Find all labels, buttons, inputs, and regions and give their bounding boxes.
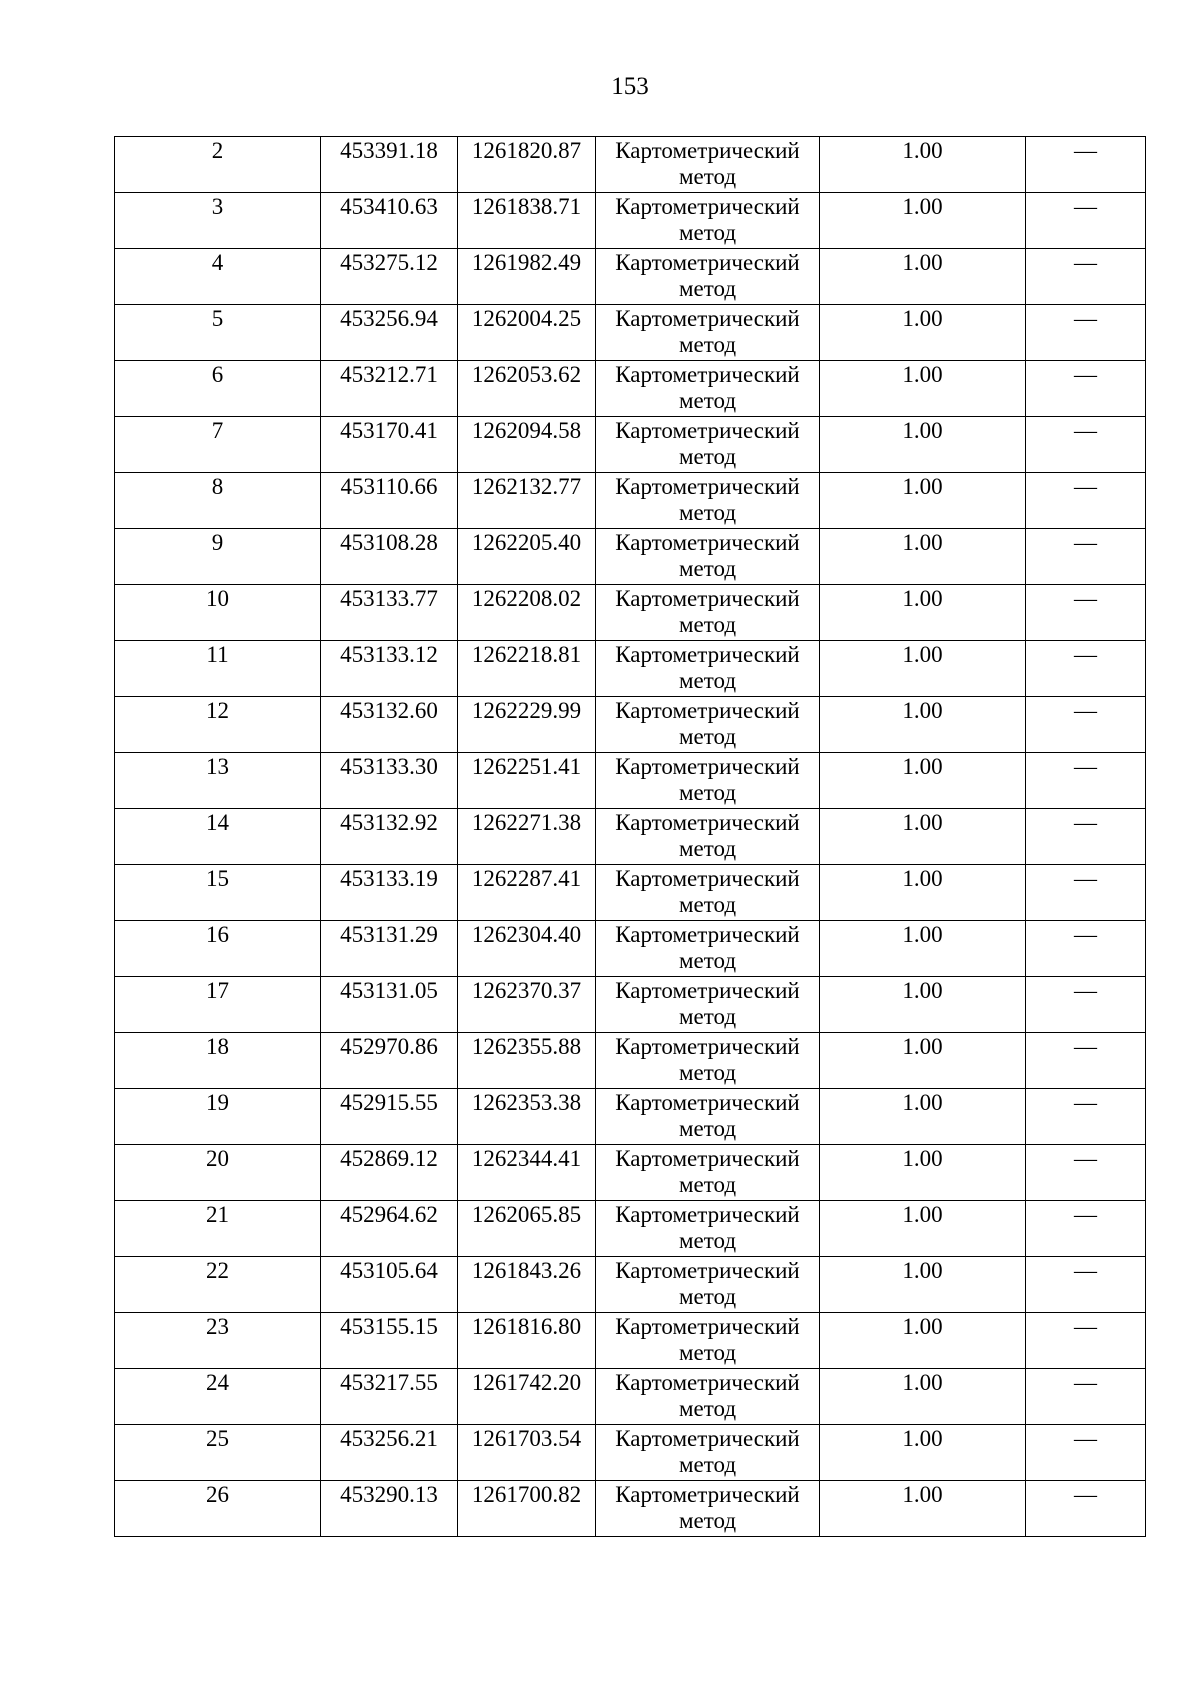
table-row	[115, 697, 1146, 753]
description-cell: —	[1026, 865, 1146, 921]
y-coordinate-cell: 1261982.49	[458, 249, 596, 305]
point-number-cell: 18	[115, 1033, 321, 1089]
x-coordinate-cell: 453290.13	[321, 1481, 458, 1537]
accuracy-cell: 1.00	[820, 137, 1026, 193]
method-cell	[596, 137, 820, 193]
method-cell	[596, 305, 820, 361]
description-cell: —	[1026, 1201, 1146, 1257]
description-cell: —	[1026, 697, 1146, 753]
x-coordinate-cell: 452915.55	[321, 1089, 458, 1145]
point-number-cell: 24	[115, 1369, 321, 1425]
method-cell	[596, 1257, 820, 1313]
table-row	[115, 1257, 1146, 1313]
method-cell	[596, 641, 820, 697]
coordinates-table-body	[115, 137, 1146, 1537]
table-row	[115, 921, 1146, 977]
y-coordinate-cell: 1262229.99	[458, 697, 596, 753]
method-cell	[596, 1201, 820, 1257]
x-coordinate-cell: 453256.21	[321, 1425, 458, 1481]
accuracy-cell: 1.00	[820, 1369, 1026, 1425]
method-cell	[596, 249, 820, 305]
table-row	[115, 1481, 1146, 1537]
accuracy-cell: 1.00	[820, 305, 1026, 361]
x-coordinate-cell: 453132.92	[321, 809, 458, 865]
x-coordinate-cell: 453256.94	[321, 305, 458, 361]
point-number-cell: 17	[115, 977, 321, 1033]
method-line-1: Картометрический	[615, 1258, 800, 1283]
table-row	[115, 305, 1146, 361]
description-cell: —	[1026, 1089, 1146, 1145]
x-coordinate-cell: 452964.62	[321, 1201, 458, 1257]
accuracy-cell: 1.00	[820, 1257, 1026, 1313]
x-coordinate-cell: 453132.60	[321, 697, 458, 753]
table-row	[115, 249, 1146, 305]
method-line-2: метод	[678, 724, 737, 749]
y-coordinate-cell: 1262065.85	[458, 1201, 596, 1257]
method-cell	[596, 1313, 820, 1369]
description-cell: —	[1026, 1257, 1146, 1313]
accuracy-cell: 1.00	[820, 1425, 1026, 1481]
method-line-2: метод	[678, 1172, 737, 1197]
method-line-2: метод	[678, 836, 737, 861]
method-line-2: метод	[678, 444, 737, 469]
point-number-cell: 16	[115, 921, 321, 977]
accuracy-cell: 1.00	[820, 473, 1026, 529]
description-cell: —	[1026, 193, 1146, 249]
accuracy-cell: 1.00	[820, 641, 1026, 697]
x-coordinate-cell: 453133.19	[321, 865, 458, 921]
description-cell: —	[1026, 1481, 1146, 1537]
y-coordinate-cell: 1261742.20	[458, 1369, 596, 1425]
method-cell	[596, 193, 820, 249]
coordinates-table	[114, 136, 1146, 1537]
accuracy-cell: 1.00	[820, 249, 1026, 305]
point-number-cell: 22	[115, 1257, 321, 1313]
table-row	[115, 361, 1146, 417]
method-cell	[596, 977, 820, 1033]
y-coordinate-cell: 1261700.82	[458, 1481, 596, 1537]
x-coordinate-cell: 453391.18	[321, 137, 458, 193]
point-number-cell: 19	[115, 1089, 321, 1145]
accuracy-cell: 1.00	[820, 417, 1026, 473]
method-line-1: Картометрический	[615, 474, 800, 499]
method-line-1: Картометрический	[615, 1426, 800, 1451]
y-coordinate-cell: 1262304.40	[458, 921, 596, 977]
method-cell	[596, 921, 820, 977]
description-cell: —	[1026, 753, 1146, 809]
accuracy-cell: 1.00	[820, 1089, 1026, 1145]
description-cell: —	[1026, 1369, 1146, 1425]
accuracy-cell: 1.00	[820, 921, 1026, 977]
method-cell	[596, 753, 820, 809]
method-cell	[596, 1425, 820, 1481]
table-row	[115, 529, 1146, 585]
method-line-2: метод	[678, 164, 737, 189]
table-row	[115, 1369, 1146, 1425]
point-number-cell: 13	[115, 753, 321, 809]
method-cell	[596, 1033, 820, 1089]
method-line-1: Картометрический	[615, 362, 800, 387]
method-line-2: метод	[678, 1340, 737, 1365]
method-line-2: метод	[678, 1508, 737, 1533]
y-coordinate-cell: 1262370.37	[458, 977, 596, 1033]
table-row	[115, 193, 1146, 249]
table-row	[115, 753, 1146, 809]
point-number-cell: 8	[115, 473, 321, 529]
method-line-1: Картометрический	[615, 922, 800, 947]
table-row	[115, 1145, 1146, 1201]
accuracy-cell: 1.00	[820, 529, 1026, 585]
method-line-2: метод	[678, 1452, 737, 1477]
table-row	[115, 641, 1146, 697]
y-coordinate-cell: 1262287.41	[458, 865, 596, 921]
x-coordinate-cell: 452869.12	[321, 1145, 458, 1201]
method-line-1: Картометрический	[615, 250, 800, 275]
method-line-2: метод	[678, 948, 737, 973]
y-coordinate-cell: 1262218.81	[458, 641, 596, 697]
description-cell: —	[1026, 1145, 1146, 1201]
method-line-1: Картометрический	[615, 1482, 800, 1507]
point-number-cell: 11	[115, 641, 321, 697]
method-line-2: метод	[678, 556, 737, 581]
y-coordinate-cell: 1261820.87	[458, 137, 596, 193]
x-coordinate-cell: 453155.15	[321, 1313, 458, 1369]
method-line-1: Картометрический	[615, 1314, 800, 1339]
method-line-2: метод	[678, 668, 737, 693]
method-cell	[596, 417, 820, 473]
method-line-1: Картометрический	[615, 866, 800, 891]
accuracy-cell: 1.00	[820, 193, 1026, 249]
table-row	[115, 1033, 1146, 1089]
method-cell	[596, 809, 820, 865]
y-coordinate-cell: 1262353.38	[458, 1089, 596, 1145]
x-coordinate-cell: 453105.64	[321, 1257, 458, 1313]
method-line-1: Картометрический	[615, 586, 800, 611]
x-coordinate-cell: 453131.05	[321, 977, 458, 1033]
description-cell: —	[1026, 305, 1146, 361]
point-number-cell: 10	[115, 585, 321, 641]
method-line-1: Картометрический	[615, 810, 800, 835]
page-number: 153	[611, 73, 649, 100]
point-number-cell: 12	[115, 697, 321, 753]
method-cell	[596, 1481, 820, 1537]
method-line-2: метод	[678, 1228, 737, 1253]
method-line-1: Картометрический	[615, 1202, 800, 1227]
description-cell: —	[1026, 809, 1146, 865]
method-line-2: метод	[678, 332, 737, 357]
description-cell: —	[1026, 1033, 1146, 1089]
description-cell: —	[1026, 417, 1146, 473]
table-row	[115, 1201, 1146, 1257]
point-number-cell: 4	[115, 249, 321, 305]
description-cell: —	[1026, 1313, 1146, 1369]
y-coordinate-cell: 1262251.41	[458, 753, 596, 809]
point-number-cell: 21	[115, 1201, 321, 1257]
x-coordinate-cell: 453212.71	[321, 361, 458, 417]
method-line-1: Картометрический	[615, 306, 800, 331]
accuracy-cell: 1.00	[820, 1481, 1026, 1537]
method-cell	[596, 697, 820, 753]
description-cell: —	[1026, 641, 1146, 697]
point-number-cell: 20	[115, 1145, 321, 1201]
accuracy-cell: 1.00	[820, 1033, 1026, 1089]
method-line-2: метод	[678, 1004, 737, 1029]
point-number-cell: 23	[115, 1313, 321, 1369]
table-row	[115, 865, 1146, 921]
x-coordinate-cell: 453108.28	[321, 529, 458, 585]
x-coordinate-cell: 453217.55	[321, 1369, 458, 1425]
y-coordinate-cell: 1262208.02	[458, 585, 596, 641]
point-number-cell: 14	[115, 809, 321, 865]
accuracy-cell: 1.00	[820, 361, 1026, 417]
description-cell: —	[1026, 137, 1146, 193]
y-coordinate-cell: 1262205.40	[458, 529, 596, 585]
method-line-2: метод	[678, 388, 737, 413]
method-line-1: Картометрический	[615, 1370, 800, 1395]
point-number-cell: 9	[115, 529, 321, 585]
accuracy-cell: 1.00	[820, 697, 1026, 753]
method-line-2: метод	[678, 1284, 737, 1309]
method-line-2: метод	[678, 1060, 737, 1085]
accuracy-cell: 1.00	[820, 809, 1026, 865]
description-cell: —	[1026, 1425, 1146, 1481]
method-cell	[596, 473, 820, 529]
accuracy-cell: 1.00	[820, 1145, 1026, 1201]
description-cell: —	[1026, 529, 1146, 585]
point-number-cell: 5	[115, 305, 321, 361]
method-cell	[596, 585, 820, 641]
method-line-1: Картометрический	[615, 642, 800, 667]
method-cell	[596, 865, 820, 921]
table-row	[115, 1425, 1146, 1481]
x-coordinate-cell: 452970.86	[321, 1033, 458, 1089]
accuracy-cell: 1.00	[820, 865, 1026, 921]
method-cell	[596, 1369, 820, 1425]
y-coordinate-cell: 1261843.26	[458, 1257, 596, 1313]
method-line-1: Картометрический	[615, 1090, 800, 1115]
y-coordinate-cell: 1262355.88	[458, 1033, 596, 1089]
method-line-1: Картометрический	[615, 978, 800, 1003]
method-line-2: метод	[678, 1116, 737, 1141]
point-number-cell: 3	[115, 193, 321, 249]
point-number-cell: 25	[115, 1425, 321, 1481]
accuracy-cell: 1.00	[820, 585, 1026, 641]
table-row	[115, 1089, 1146, 1145]
accuracy-cell: 1.00	[820, 753, 1026, 809]
point-number-cell: 6	[115, 361, 321, 417]
accuracy-cell: 1.00	[820, 1201, 1026, 1257]
method-line-1: Картометрический	[615, 138, 800, 163]
description-cell: —	[1026, 249, 1146, 305]
method-line-1: Картометрический	[615, 194, 800, 219]
description-cell: —	[1026, 361, 1146, 417]
method-line-1: Картометрический	[615, 418, 800, 443]
table-row	[115, 809, 1146, 865]
description-cell: —	[1026, 473, 1146, 529]
point-number-cell: 15	[115, 865, 321, 921]
table-row	[115, 473, 1146, 529]
y-coordinate-cell: 1262132.77	[458, 473, 596, 529]
description-cell: —	[1026, 585, 1146, 641]
y-coordinate-cell: 1261838.71	[458, 193, 596, 249]
y-coordinate-cell: 1262271.38	[458, 809, 596, 865]
method-line-1: Картометрический	[615, 530, 800, 555]
method-cell	[596, 529, 820, 585]
y-coordinate-cell: 1262094.58	[458, 417, 596, 473]
x-coordinate-cell: 453170.41	[321, 417, 458, 473]
method-cell	[596, 1089, 820, 1145]
x-coordinate-cell: 453133.12	[321, 641, 458, 697]
table-row	[115, 977, 1146, 1033]
point-number-cell: 26	[115, 1481, 321, 1537]
method-line-1: Картометрический	[615, 698, 800, 723]
description-cell: —	[1026, 921, 1146, 977]
method-line-2: метод	[678, 612, 737, 637]
table-row	[115, 1313, 1146, 1369]
x-coordinate-cell: 453131.29	[321, 921, 458, 977]
method-line-2: метод	[678, 892, 737, 917]
y-coordinate-cell: 1262004.25	[458, 305, 596, 361]
method-cell	[596, 1145, 820, 1201]
x-coordinate-cell: 453133.30	[321, 753, 458, 809]
x-coordinate-cell: 453133.77	[321, 585, 458, 641]
y-coordinate-cell: 1261703.54	[458, 1425, 596, 1481]
method-line-2: метод	[678, 1396, 737, 1421]
method-line-2: метод	[678, 220, 737, 245]
method-line-1: Картометрический	[615, 1034, 800, 1059]
table-row	[115, 417, 1146, 473]
x-coordinate-cell: 453275.12	[321, 249, 458, 305]
point-number-cell: 2	[115, 137, 321, 193]
description-cell: —	[1026, 977, 1146, 1033]
table-row	[115, 137, 1146, 193]
method-line-2: метод	[678, 780, 737, 805]
accuracy-cell: 1.00	[820, 1313, 1026, 1369]
method-cell	[596, 361, 820, 417]
y-coordinate-cell: 1262053.62	[458, 361, 596, 417]
method-line-1: Картометрический	[615, 754, 800, 779]
y-coordinate-cell: 1261816.80	[458, 1313, 596, 1369]
point-number-cell: 7	[115, 417, 321, 473]
x-coordinate-cell: 453410.63	[321, 193, 458, 249]
method-line-2: метод	[678, 276, 737, 301]
accuracy-cell: 1.00	[820, 977, 1026, 1033]
table-row	[115, 585, 1146, 641]
method-line-1: Картометрический	[615, 1146, 800, 1171]
y-coordinate-cell: 1262344.41	[458, 1145, 596, 1201]
x-coordinate-cell: 453110.66	[321, 473, 458, 529]
method-line-2: метод	[678, 500, 737, 525]
